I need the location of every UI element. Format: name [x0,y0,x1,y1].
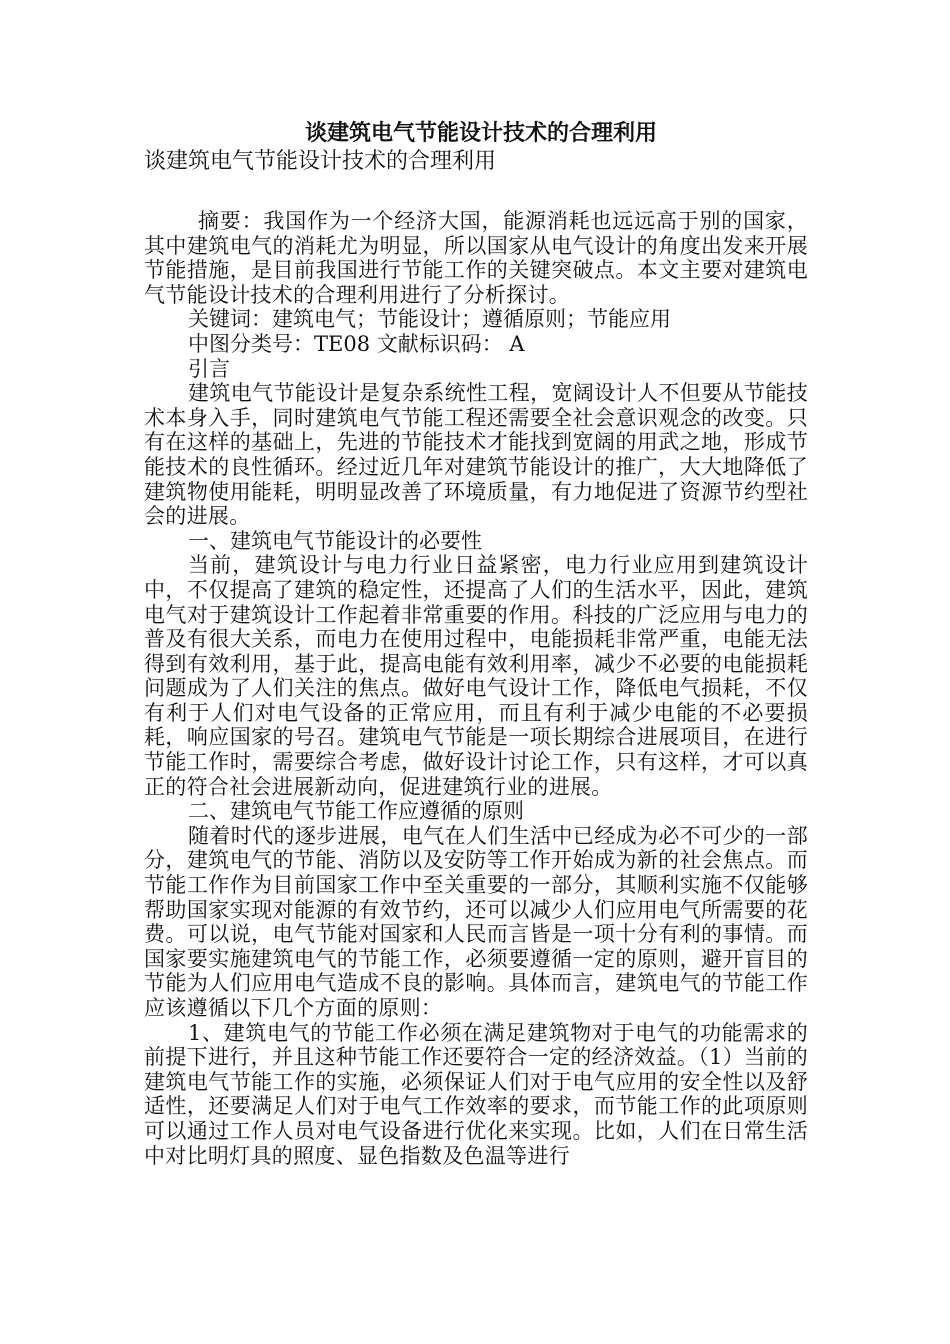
intro-paragraph: 建筑电气节能设计是复杂系统性工程，宽阔设计人不但要从节能技术本身入手，同时建筑电气节能工程还需要全社会意识观念的改变。只有在这样的基础上，先进的节能技术才能找到宽阔的用武之地，形成节能技术的良性循环。经过近几年对建筑节能设计的推广，大大地降低了建筑物使用能耗，明明显改善了环境质量，有力地促进了资源节约型社会的进展。 [144,381,808,529]
document-title: 谈建筑电气节能设计技术的合理利用 [304,120,657,146]
section2-paragraph: 随着时代的逐步进展，电气在人们生活中已经成为必不可少的一部分，建筑电气的节能、消防以及安防等工作开始成为新的社会焦点。而节能工作作为目前国家工作中至关重要的一部分，其顺利实施不仅能够帮助国家实现对能源的有效节约，还可以减少人们应用电气所需要的花费。可以说，电气节能对国家和人民而言皆是一项十分有利的事情。而国家要实施建筑电气的节能工作，必须要遵循一定的原则，避开盲目的节能为人们应用电气造成不良的影响。具体而言，建筑电气的节能工作应该遵循以下几个方面的原则： [144,823,808,1020]
document-page [144,118,808,1168]
section2-heading: 二、建筑电气节能工作应遵循的原则 [188,799,524,824]
section1-paragraph: 当前，建筑设计与电力行业日益紧密，电力行业应用到建筑设计中，不仅提高了建筑的稳定性，还提高了人们的生活水平，因此，建筑电气对于建筑设计工作起着非常重要的作用。科技的广泛应用与电力的普及有很大关系，而电力在使用过程中，电能损耗非常严重，电能无法得到有效利用，基于此，提高电能有效利用率，减少不必要的电能损耗问题成为了人们关注的焦点。做好电气设计工作，降低电气损耗，不仅有利于人们对电气设备的正常应用，而且有利于减少电能的不必要损耗，响应国家的号召。建筑电气节能是一项长期综合进展项目，在进行节能工作时，需要综合考虑，做好设计讨论工作，只有这样，才可以真正的符合社会进展新动向，促进建筑行业的进展。 [144,553,808,799]
keywords-line: 关键词：建筑电气；节能设计；遵循原则；节能应用 [188,307,671,332]
section1-heading: 一、建筑电气节能设计的必要性 [188,528,482,553]
classification-line: 中图分类号：TE08 文献标识码： A [188,331,525,356]
principle1-paragraph: 1、建筑电气的节能工作必须在满足建筑物对于电气的功能需求的前提下进行，并且这种节能工作还要符合一定的经济效益。（1）当前的建筑电气节能工作的实施，必须保证人们对于电气应用的安全性以及舒适性，还要满足人们对于电气工作效率的要求，而节能工作的此项原则可以通过工作人员对电气设备进行优化来实现。比如，人们在日常生活中对比明灯具的照度、显色指数及色温等进行 [144,1020,808,1168]
abstract-paragraph: 摘要：我国作为一个经济大国，能源消耗也远远高于别的国家，其中建筑电气的消耗尤为明显，所以国家从电气设计的角度出发来开展节能措施，是目前我国进行节能工作的关键突破点。本文主要对建筑电气节能设计技术的合理利用进行了分析探讨。 [144,209,808,307]
document-subtitle: 谈建筑电气节能设计技术的合理利用 [144,149,497,174]
intro-heading: 引言 [188,356,230,381]
